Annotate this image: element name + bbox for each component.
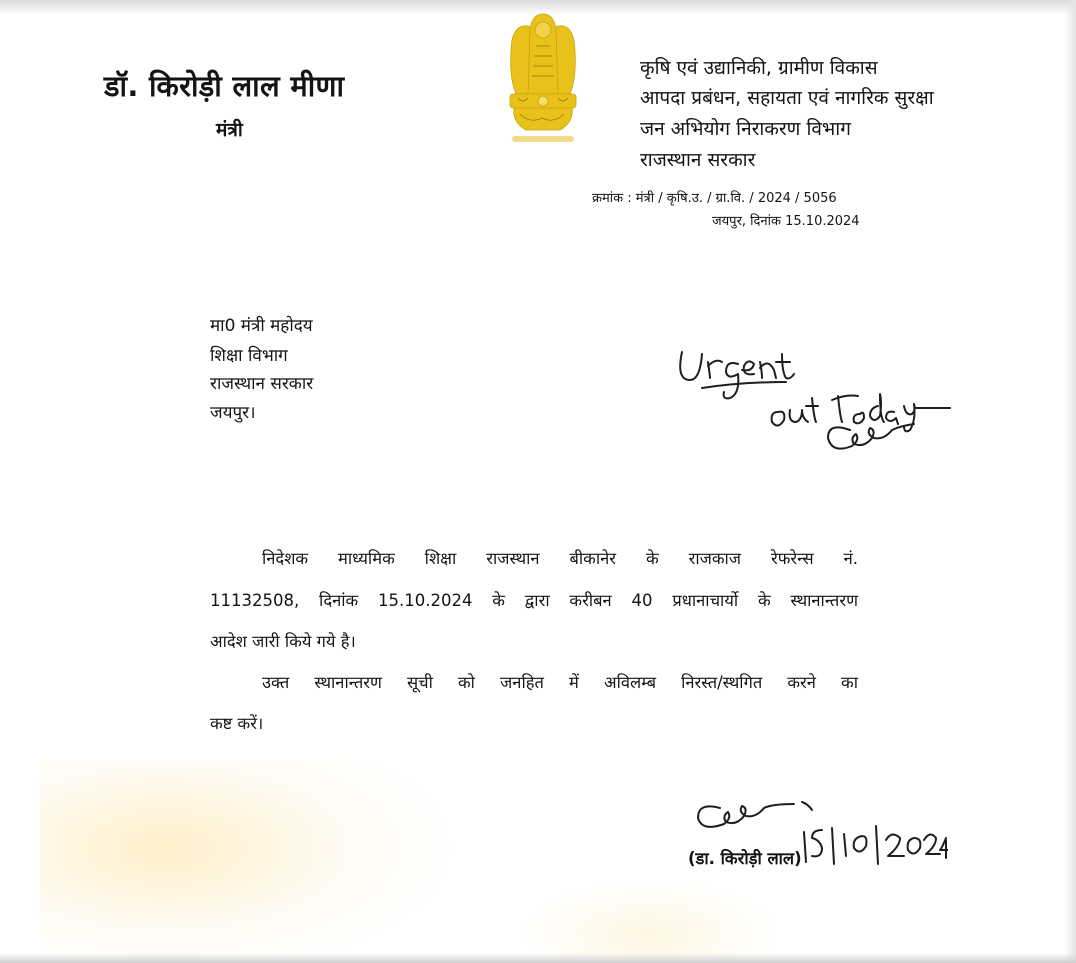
handwritten-urgent-annotation xyxy=(672,340,962,468)
body-paragraph-line: आदेश जारी किये गये है। xyxy=(210,632,356,651)
page-edge-shadow xyxy=(1064,0,1076,963)
place-date: जयपुर, दिनांक 15.10.2024 xyxy=(712,214,860,229)
addressee-line: जयपुर। xyxy=(210,403,256,423)
government-line: राजस्थान सरकार xyxy=(640,149,756,171)
addressee-line: राजस्थान सरकार xyxy=(210,374,314,394)
body-paragraph-line xyxy=(210,588,858,611)
body-paragraph-line: कष्ट करें। xyxy=(210,714,264,733)
signatory-name: (डा. किरोड़ी लाल) xyxy=(688,849,802,868)
department-line: जन अभियोग निराकरण विभाग xyxy=(640,118,851,140)
addressee-line: मा0 मंत्री महोदय xyxy=(210,316,313,336)
department-line: कृषि एवं उद्यानिकी, ग्रामीण विकास xyxy=(640,57,878,79)
body-text: 11132508, दिनांक 15.10.2024 के द्वारा करीबन 40 प्रधानाचार्यो के स्थानान्तरण xyxy=(210,591,858,610)
body-text: निदेशक माध्यमिक शिक्षा राजस्थान बीकानेर के राजकाज रेफरेन्स नं. xyxy=(262,549,858,568)
ashoka-emblem-icon xyxy=(500,10,586,150)
body-text: उक्त स्थानान्तरण सूची को जनहित में अविलम्ब निरस्त/स्थगित करने का xyxy=(262,673,858,692)
paper-stain xyxy=(40,760,460,963)
body-paragraph-line xyxy=(210,670,858,693)
paper-stain xyxy=(520,880,780,963)
reference-number: क्रमांक : मंत्री / कृषि.उ. / ग्रा.वि. / 2024 / 5056 xyxy=(592,191,837,206)
page-edge-shadow xyxy=(0,953,1076,963)
body-paragraph-line xyxy=(210,546,858,569)
handwritten-date xyxy=(796,822,948,868)
department-line: आपदा प्रबंधन, सहायता एवं नागरिक सुरक्षा xyxy=(640,87,934,109)
addressee-line: शिक्षा विभाग xyxy=(210,346,288,366)
minister-title: मंत्री xyxy=(216,119,243,141)
minister-name: डॉ. किरोड़ी लाल मीणा xyxy=(104,69,345,103)
